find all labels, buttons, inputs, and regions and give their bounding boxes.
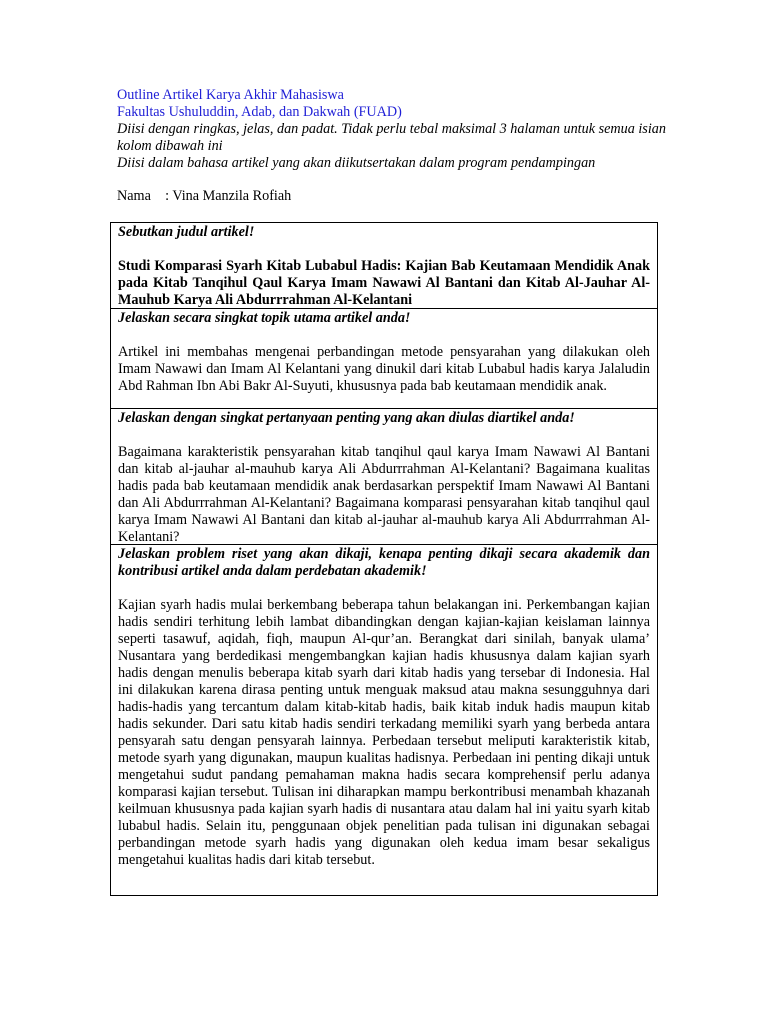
faculty-name: Fakultas Ushuluddin, Adab, dan Dakwah (FUAD)	[117, 104, 402, 120]
section-question: Jelaskan problem riset yang akan dikaji, kenapa penting dikaji secara akademik dan kontribusi artikel anda dalam perdebatan akademik!	[118, 546, 650, 579]
section-answer: Studi Komparasi Syarh Kitab Lubabul Hadis: Kajian Bab Keutamaan Mendidik Anak pada Kitab Tanqihul Qaul Karya Imam Nawawi Al Bantani dan Kitab Al-Jauhar Al-Mauhub Karya Ali Abdurrrahman Al-Kelantani	[118, 258, 650, 308]
instruction-language: Diisi dalam bahasa artikel yang akan diikutsertakan dalam program pendampingan	[117, 155, 596, 171]
section-answer: Kajian syarh hadis mulai berkembang beberapa tahun belakangan ini. Perkembangan kajian hadis sendiri terhitung lebih lambat dibandingkan dengan kajian-kajian keislaman lainnya seperti tasawuf, aqidah, fiqh, maupun Al-qur’an. Berangkat dari sinilah, banyak ulama’ Nusantara yang berdedikasi mengembangkan kajian hadis khususnya dalam kajian syarh hadis dengan menulis beberapa kitab syarh dari kitab hadis yang tersebar di Indonesia. Hal ini dilakukan karena dirasa penting untuk menguak maksud atau makna sesungguhnya dari hadis-hadis yang tercantum dalam kitab-kitab hadis, baik kitab induk hadis maupun kitab hadis sekunder. Dari satu kitab hadis sendiri terkadang memiliki syarh yang berbeda antara pensyarah satu dengan pensyarah lainnya. Perbedaan tersebut meliputi karakteristik kitab, metode syarh yang digunakan, maupun kualitas hadisnya. Perbedaan ini penting dikaji untuk mengetahui sudut pandang pemahaman makna hadis secara komprehensif perlu adanya komparasi kajian tersebut. Tulisan ini diharapkan mampu berkontribusi menambah khazanah keilmuan khususnya pada kajian syarh hadis di nusantara atau dalam hal ini yaitu syarh kitab lubabul hadis. Selain itu, penggunaan objek penelitian pada tulisan ini digunakan sebagai perbandingan metode syarh hadis yang digunakan oleh kedua imam besar sekaligus mengetahui kualitas hadis dari kitab tersebut.	[118, 597, 650, 868]
outline-title: Outline Artikel Karya Akhir Mahasiswa	[117, 87, 344, 103]
document-header	[117, 87, 677, 172]
student-name-line	[117, 188, 291, 205]
name-value: Vina Manzila Rofiah	[172, 188, 292, 204]
section-question: Jelaskan dengan singkat pertanyaan penting yang akan diulas diartikel anda!	[118, 410, 575, 426]
section-answer: Artikel ini membahas mengenai perbandingan metode pensyarahan yang dilakukan oleh Imam Nawawi dan Imam Al Kelantani yang dinukil dari kitab Lubabul hadis karya Jalaludin Abd Rahman Ibn Abi Bakr Al-Suyuti, khususnya pada bab keutamaan mendidik anak.	[118, 344, 650, 394]
section-title	[111, 223, 657, 309]
section-question: Jelaskan secara singkat topik utama artikel anda!	[118, 310, 411, 326]
name-separator: :	[165, 188, 170, 204]
section-topic	[111, 309, 657, 409]
section-research-questions	[111, 409, 657, 545]
instruction-length: Diisi dengan ringkas, jelas, dan padat. Tidak perlu tebal maksimal 3 halaman untuk semua isian kolom dibawah ini	[117, 121, 666, 154]
section-research-problem	[111, 545, 657, 895]
section-answer: Bagaimana karakteristik pensyarahan kitab tanqihul qaul karya Imam Nawawi Al Bantani dan kitab al-jauhar al-mauhub karya Ali Abdurrrahman Al-Kelantani? Bagaimana kualitas hadis pada bab keutamaan mendidik anak berdasarkan perspektif Imam Nawawi Al Bantani dan Ali Abdurrrahman Al-Kelantani? Bagaimana komparasi pensyarahan kitab tanqihul qaul karya Imam Nawawi Al Bantani dan kitab al-jauhar al-mauhub karya Ali Abdurrrahman Al-Kelantani?	[118, 444, 650, 545]
name-label: Nama	[117, 188, 151, 204]
section-question: Sebutkan judul artikel!	[118, 224, 255, 240]
outline-table	[110, 222, 658, 896]
